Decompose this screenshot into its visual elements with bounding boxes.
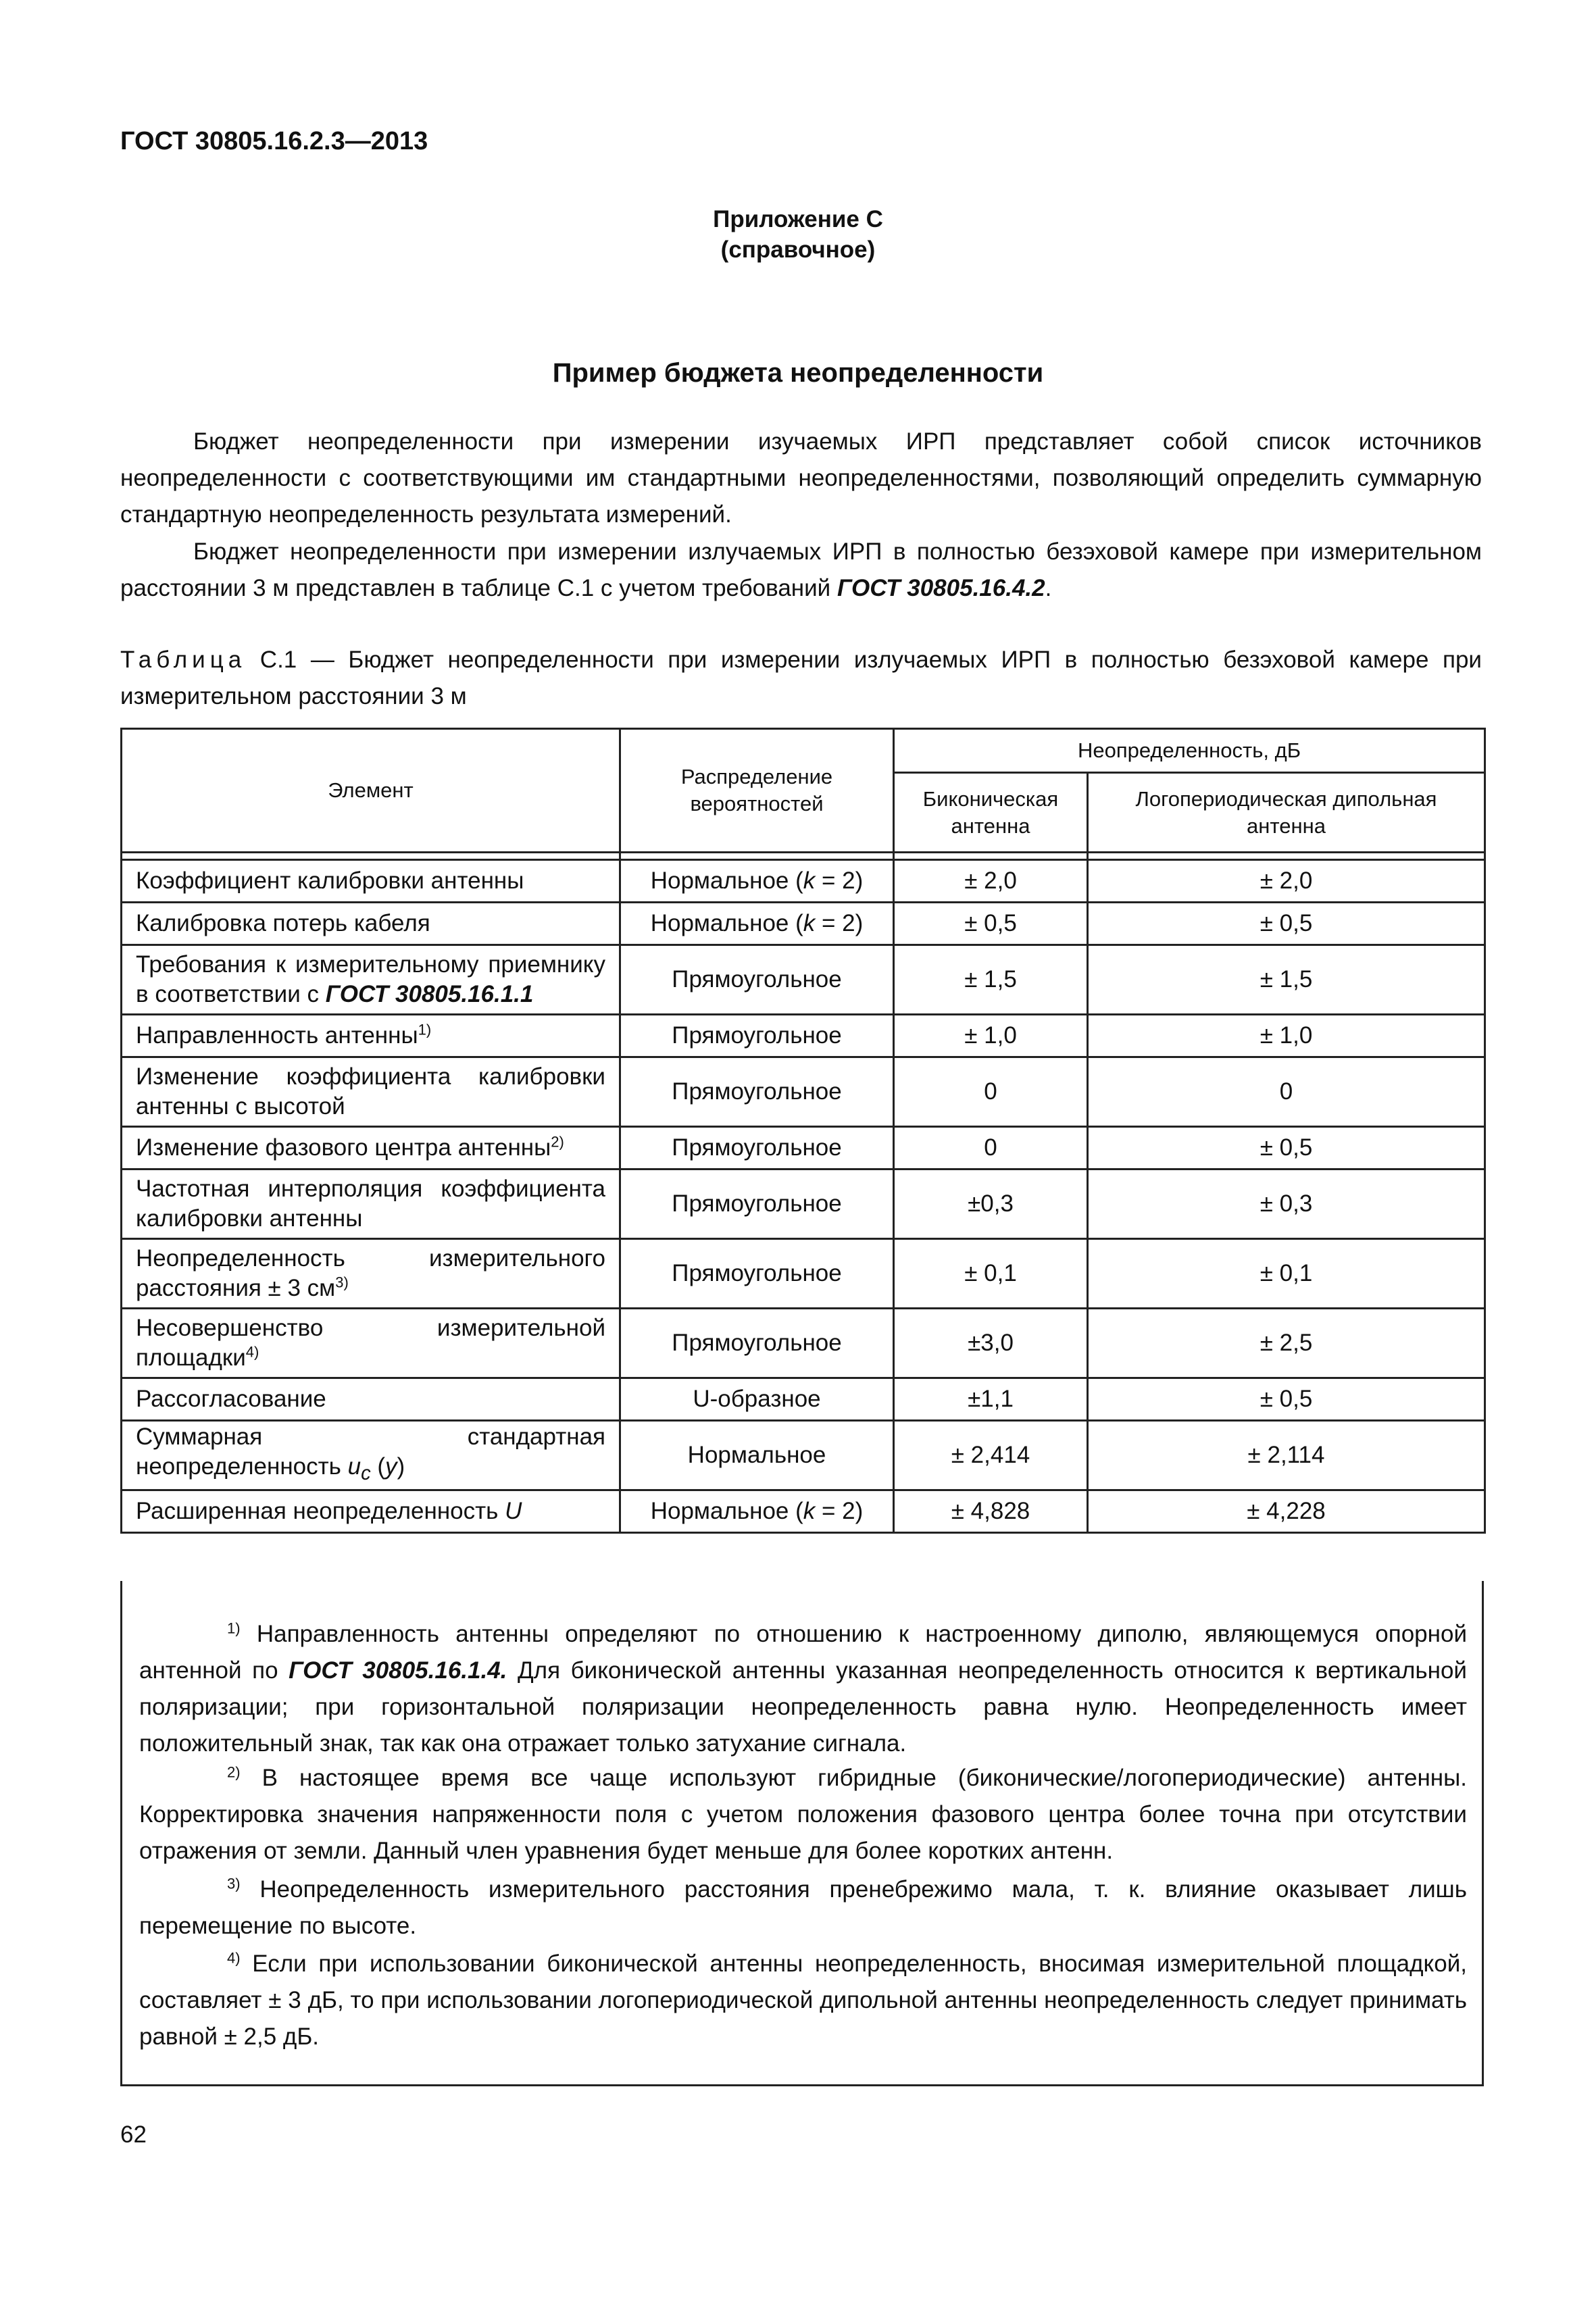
header-element: Элемент (122, 729, 620, 853)
paragraph-2-end: . (1045, 575, 1052, 601)
cell-biconical: ± 0,5 (894, 903, 1088, 945)
table-row (122, 1309, 1485, 1378)
footnote-mark: 3) (335, 1274, 349, 1291)
header-biconical: Биконическая антенна (894, 773, 1088, 853)
cell-logperiodic: ± 0,5 (1088, 1127, 1485, 1169)
cell-element: Суммарная стандартная неопределенность $u_c$ (y) (122, 1421, 620, 1490)
footnote-mark: 4) (245, 1343, 259, 1361)
cell-biconical: ± 4,828 (894, 1490, 1088, 1533)
table-row (122, 860, 1485, 903)
table-caption (120, 642, 1482, 715)
cell-biconical: ± 2,414 (894, 1421, 1088, 1490)
cell-element: Изменение коэффициента калибровки антенны с высотой (122, 1057, 620, 1127)
cell-element: Частотная интерполяция коэффициента калибровки антенны (122, 1169, 620, 1239)
cell-element: Расширенная неопределенность U (122, 1490, 620, 1533)
cell-distribution: Прямоугольное (620, 945, 894, 1015)
header-logperiodic: Логопериодическая дипольная антенна (1088, 773, 1485, 853)
footnote-4: $^{4)}$ Если при использовании биконической антенны неопределенность, вносимая измерительной площадкой, составляет ± 3 дБ, то при использовании логопериодической дипольной антенны неопределенность следует принимать равной ± 2,5 дБ. (139, 1949, 1467, 2050)
paragraph-2 (120, 534, 1482, 607)
footnote-mark: 1) (418, 1021, 432, 1038)
cell-logperiodic: ± 0,3 (1088, 1169, 1485, 1239)
footnote-3: $^{3)}$ Неопределенность измерительного расстояния пренебрежимо мала, т. к. влияние оказывает лишь перемещение по высоте. (139, 1875, 1467, 1939)
cell-element: Коэффициент калибровки антенны (122, 860, 620, 903)
cell-biconical: 0 (894, 1057, 1088, 1127)
footnote-mark: 2) (551, 1133, 564, 1151)
appendix-title: Приложение С (713, 206, 883, 232)
cell-distribution: Прямоугольное (620, 1015, 894, 1057)
cell-logperiodic: ± 2,114 (1088, 1421, 1485, 1490)
cell-logperiodic: ± 1,5 (1088, 945, 1485, 1015)
table-row (122, 945, 1485, 1015)
cell-biconical: ±3,0 (894, 1309, 1088, 1378)
table-caption-text: С.1 — Бюджет неопределенности при измерении излучаемых ИРП в полностью безэховой камере при измерительном расстоянии 3 м (120, 647, 1482, 709)
section-title: Пример бюджета неопределенности (552, 358, 1044, 388)
cell-logperiodic: ± 4,228 (1088, 1490, 1485, 1533)
footnote-1: $^{1)}$ Направленность антенны определяют по отношению к настроенному диполю, являющемуся опорной антенной по ГОСТ 30805.16.1.4. Для биконической антенны указанная неопределенность относится к вертикальной поляризации; при горизонтальной поляризации неопределенность равна нулю. Неопределенность имеет положительный знак, так как она отражает только затухание сигнала. (139, 1619, 1467, 1757)
header-uncertainty: Неопределенность, дБ (894, 729, 1485, 773)
table-row (122, 1490, 1485, 1533)
cell-biconical: ±0,3 (894, 1169, 1088, 1239)
cell-element: Неопределенность измерительного расстояния ± 3 $см^{3)}$ (122, 1239, 620, 1309)
cell-distribution: Прямоугольное (620, 1239, 894, 1309)
cell-element: Калибровка потерь кабеля (122, 903, 620, 945)
cell-biconical: ± 2,0 (894, 860, 1088, 903)
header-distribution: Распределение вероятностей (620, 729, 894, 853)
table-footnotes (120, 1581, 1484, 2086)
standard-reference: ГОСТ 30805.16.1.4. (289, 1657, 507, 1684)
cell-biconical: ± 1,0 (894, 1015, 1088, 1057)
uncertainty-budget-table (120, 728, 1486, 1534)
paragraph-1-text: Бюджет неопределенности при измерении изучаемых ИРП представляет собой список источников неопределенности с соответствующими им стандартными неопределенностями, позволяющий определить суммарную стандартную неопределенность результата измерений. (120, 428, 1482, 528)
cell-element: Направленность антенны$^{1)}$ (122, 1015, 620, 1057)
page-number: 62 (120, 2121, 147, 2148)
cell-distribution: Прямоугольное (620, 1127, 894, 1169)
cell-logperiodic: ± 0,5 (1088, 1378, 1485, 1421)
document-header: ГОСТ 30805.16.2.3—2013 (120, 127, 428, 155)
cell-biconical: ±1,1 (894, 1378, 1088, 1421)
table-row (122, 903, 1485, 945)
cell-element: Несовершенство измерительной площадки$^{4)}$ (122, 1309, 620, 1378)
cell-biconical: ± 0,1 (894, 1239, 1088, 1309)
table-header-row (122, 729, 1485, 773)
cell-logperiodic: ± 0,5 (1088, 903, 1485, 945)
cell-logperiodic: ± 2,5 (1088, 1309, 1485, 1378)
cell-distribution: Нормальное (k = 2) (620, 860, 894, 903)
table-caption-label: Таблица (120, 647, 247, 673)
cell-element: Требования к измерительному приемнику в соответствии с ГОСТ 30805.16.1.1 (122, 945, 620, 1015)
table-row (122, 1378, 1485, 1421)
header-separator (122, 853, 1485, 860)
table-row (122, 1169, 1485, 1239)
cell-distribution: Нормальное (620, 1421, 894, 1490)
table-row (122, 1239, 1485, 1309)
cell-logperiodic: ± 0,1 (1088, 1239, 1485, 1309)
cell-logperiodic: 0 (1088, 1057, 1485, 1127)
cell-biconical: 0 (894, 1127, 1088, 1169)
table-row (122, 1057, 1485, 1127)
cell-logperiodic: ± 2,0 (1088, 860, 1485, 903)
cell-element: Рассогласование (122, 1378, 620, 1421)
table-row (122, 1015, 1485, 1057)
cell-element: Изменение фазового центра антенны$^{2)}$ (122, 1127, 620, 1169)
cell-logperiodic: ± 1,0 (1088, 1015, 1485, 1057)
cell-distribution: Прямоугольное (620, 1169, 894, 1239)
footnote-2: $^{2)}$ В настоящее время все чаще используют гибридные (биконические/логопериодические) антенны. Корректировка значения напряженности поля с учетом положения фазового центра более точна при отсутствии отражения от земли. Данный член уравнения будет меньше для более коротких антенн. (139, 1763, 1467, 1864)
cell-biconical: ± 1,5 (894, 945, 1088, 1015)
table-row (122, 1421, 1485, 1490)
appendix-subtitle: (справочное) (720, 236, 876, 263)
standard-reference: ГОСТ 30805.16.4.2 (837, 575, 1045, 601)
paragraph-2-text: Бюджет неопределенности при измерении излучаемых ИРП в полностью безэховой камере при измерительном расстоянии 3 м представлен в таблице С.1 с учетом требований (120, 538, 1482, 601)
cell-distribution: Нормальное (k = 2) (620, 1490, 894, 1533)
standard-reference: ГОСТ 30805.16.1.1 (325, 981, 534, 1007)
cell-distribution: Прямоугольное (620, 1057, 894, 1127)
paragraph-1 (120, 424, 1482, 533)
cell-distribution: Нормальное (k = 2) (620, 903, 894, 945)
cell-distribution: U-образное (620, 1378, 894, 1421)
table-row (122, 1127, 1485, 1169)
cell-distribution: Прямоугольное (620, 1309, 894, 1378)
